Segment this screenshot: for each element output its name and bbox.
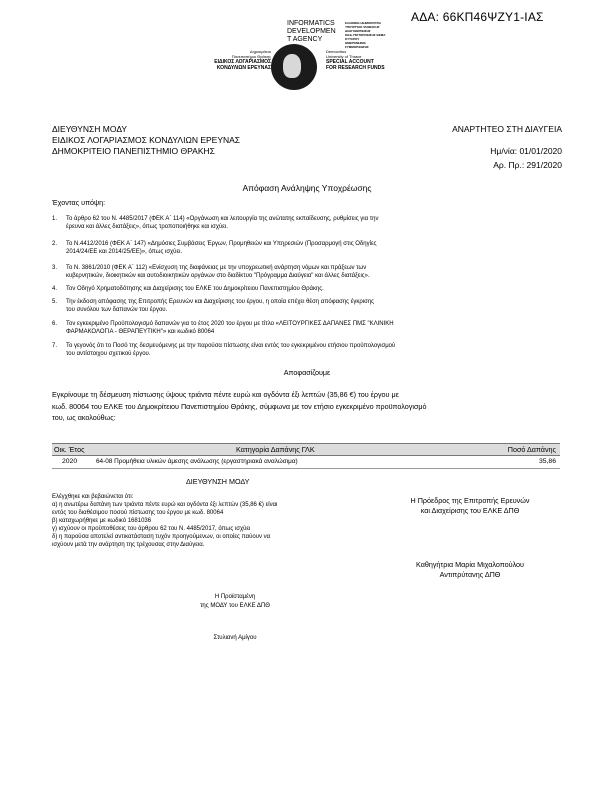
consideration-item: 2. Το Ν.4412/2016 (ΦΕΚ Α΄ 147) «Δημόσιες Συμβάσεις Έργων, Προμηθειών και Υπηρεσιών (Προσαρμογή στις Οδηγίες 2014/24/ΕΕ και 2014/25/ΕΕ)», όπως ισχύει. bbox=[52, 241, 377, 255]
protocol-number: Αρ. Πρ.: 291/2020 bbox=[493, 160, 562, 170]
head-of-mody: Η Προϊσταμένη της ΜΟΔΥ του ΕΛΚΕ ΔΠΘ bbox=[200, 594, 270, 609]
having-regard-heading: Έχοντας υπόψη: bbox=[52, 198, 106, 207]
stamp-line: INFORMATICS bbox=[287, 20, 335, 27]
ada-code: ΑΔΑ: 66ΚΠ46ΨΖΥ1-ΙΑΣ bbox=[411, 10, 544, 24]
verification-text: Ελέγχθηκε και βεβαιώνεται ότι: α) η ανωτέρω δαπάνη των τριάντα πέντε ευρώ και ογδόντα έξι λεπτών (35,86 €) είναι εντός του διαθέσιμου ποσού πίστωσης του έργου με κωδ. 80064 β) καταχωρήθηκε με κωδικό 1681036 γ) ισχύουν οι προϋποθέσεις του άρθρου 62 του Ν. 4485/2017, όπως ισχύει δ) η παρούσα αποτελεί αντικατάσταση τυχόν προηγούμενων, οι οποίες παύουν να ισχύουν μετά την ανάρτηση της τρέχουσας στην Διαύγεια. bbox=[52, 494, 278, 548]
mody-title: ΔΙΕΥΘΥΝΣΗ ΜΟΔΥ bbox=[186, 477, 250, 486]
decision-heading: Αποφασίζουμε bbox=[283, 368, 331, 377]
university-logo-english: Democritus University of Thrace SPECIAL ACCOUNT FOR RESEARCH FUNDS bbox=[326, 49, 385, 71]
cell-category: 64-08 Προμήθεια υλικών άμεσης ανάλωσης (εργαστηριακά αναλώσιμα) bbox=[96, 458, 298, 465]
stamp-line: T AGENCY bbox=[287, 36, 323, 43]
consideration-item: 5. Την έκδοση απόφασης της Επιτροπής Ερευνών και Διαχείρισης του έργου, η οποία επέχει θέση απόφασης έγκρισης του συνόλου των δαπανών του έργου. bbox=[52, 299, 375, 313]
table-row bbox=[52, 456, 560, 469]
col-header-amount: Ποσό Δαπάνης bbox=[507, 445, 556, 454]
col-header-year: Οικ. Έτος bbox=[54, 445, 85, 454]
committee-chair: Η Πρόεδρος της Επιτροπής Ερευνών και Διαχείρισης του ΕΛΚΕ ΔΠΘ bbox=[410, 496, 530, 515]
consideration-item: 7. Το γεγονός ότι το Ποσό της δεσμευόμενης με την παρούσα πίστωσης είναι εντός του εγκεκριμένου ετήσιου προϋπολογισμού του αντίστοιχου σχετικού έργου. bbox=[52, 343, 396, 357]
university-seal-icon bbox=[271, 44, 317, 90]
col-header-category: Κατηγορία Δαπάνης ΓΛΚ bbox=[236, 445, 315, 454]
budget-table bbox=[52, 443, 560, 469]
consideration-item: 4. Τον Οδηγό Χρηματοδότησης και Διαχείρισης του ΕΛΚΕ του Δημοκρίτειου Πανεπιστημίου Θράκης. bbox=[52, 286, 324, 292]
document-title: Απόφαση Ανάληψης Υποχρέωσης bbox=[242, 183, 372, 193]
cell-amount: 35,86 bbox=[538, 458, 556, 465]
table-header-row bbox=[52, 443, 560, 456]
consideration-item: 3. Το Ν. 3861/2010 (ΦΕΚ Α΄ 112) «Ενίσχυση της διαφάνειας με την υποχρεωτική ανάρτηση νόμων και πράξεων των κυβερνητικών, διοικητικών και αυτοδιοικητικών οργάνων στο διαδίκτυο "Πρόγραμμα Διαύγεια" και άλλες διατάξεις». bbox=[52, 265, 370, 279]
university-logo-greek: Δημοκρίτειο Πανεπιστήμιο Θράκης ΕΙΔΙΚΟΣ ΛΟΓΑΡΙΑΣΜΟΣ ΚΟΝΔΥΛΙΩΝ ΕΡΕΥΝΑΣ bbox=[214, 49, 271, 71]
posting-notice: ΑΝΑΡΤΗΤΕΟ ΣΤΗ ΔΙΑΥΓΕΙΑ bbox=[452, 124, 562, 134]
consideration-item: 1. Το άρθρο 62 του Ν. 4485/2017 (ΦΕΚ Α΄ 114) «Οργάνωση και λειτουργία της ανώτατης εκπαίδευσης, ρυθμίσεις για την έρευνα και άλλες διατάξεις», όπως τροποποιήθηκε και ισχύει. bbox=[52, 216, 379, 230]
cell-year: 2020 bbox=[62, 458, 78, 465]
head-of-mody-name: Στυλιανή Αμίγου bbox=[213, 635, 257, 641]
signer-name: Καθηγήτρια Μαρία Μιχαλοπούλου Αντιπρύτανης ΔΠΘ bbox=[415, 560, 524, 579]
informatics-agency-stamp bbox=[287, 20, 336, 44]
stamp-line: DEVELOPMEN bbox=[287, 28, 336, 35]
consideration-item: 6. Τον εγκεκριμένο Προϋπολογισμό δαπανών για το έτος 2020 του έργου με τίτλο «ΛΕΙΤΟΥΡΓΙΚΕΣ ΔΑΠΑΝΕΣ ΠΜΣ "ΚΛΙΝΙΚΗ ΦΑΡΜΑΚΟΛΟΓΙΑ - ΘΕΡΑΠΕΥΤΙΚΗ"» και κωδικό 80064 bbox=[52, 321, 394, 335]
decision-text: Εγκρίνουμε τη δέσμευση πίστωσης ύψους τριάντα πέντε ευρώ και ογδόντα έξι λεπτών (35,86 €) του έργου με κωδ. 80064 του ΕΛΚΕ του Δημοκρίτειου Πανεπιστημίου Θράκης, σύμφωνα με τον ετήσιο εγκεκριμένο προϋπολογισμό του, ως ακολούθως: bbox=[52, 390, 427, 422]
document-date: Ημ/νία: 01/01/2020 bbox=[490, 146, 562, 156]
issuing-organization: ΔΙΕΥΘΥΝΣΗ ΜΟΔΥ ΕΙΔΙΚΟΣ ΛΟΓΑΡΙΑΣΜΟΣ ΚΟΝΔΥΛΙΩΝ ΕΡΕΥΝΑΣ ΔΗΜΟΚΡΙΤΕΙΟ ΠΑΝΕΠΙΣΤΗΜΙΟ ΘΡΑΚΗΣ bbox=[52, 124, 241, 156]
informatics-agency-substamp: ΕΛΛΗΝΙΚΗ ΔΗΜΟΚΡΑΤΙΑ ΥΠΟΥΡΓΕΙΟ ΨΗΦΙΑΚΗΣ ΔΙΑΚΥΒΕΡΝΗΣΗΣ ΚΩΔ. ΠΙΣΤΟΠΟΙΗΣΗΣ ΘΕΜΑ ΚΥΤΑΡΟΥ ΗΜΕΡΟΜΗΝΙΑ ΣΥΜΜΟΡΦΩΣΗΣ bbox=[345, 21, 386, 49]
